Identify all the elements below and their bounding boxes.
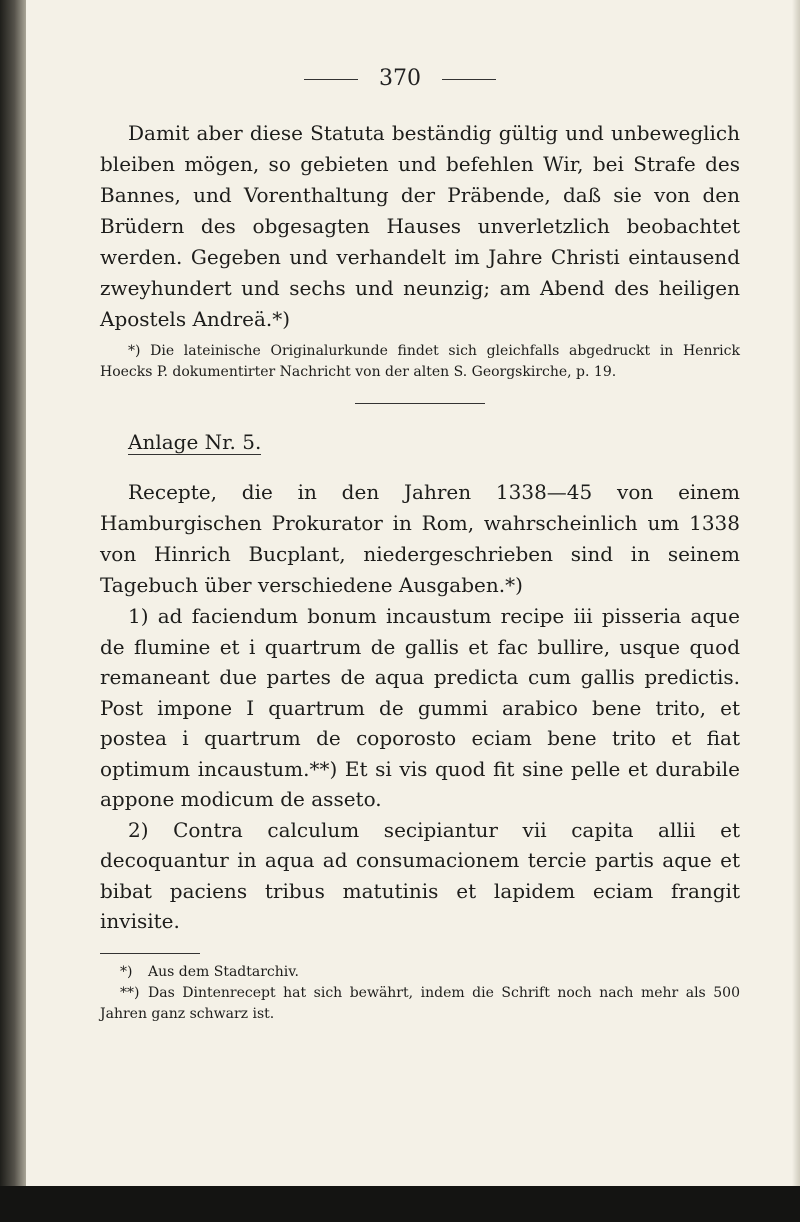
annex-heading xyxy=(100,430,740,455)
footnote-1-text: Die lateinische Originalurkunde findet sich gleichfalls abgedruckt in Henrick Hoecks P. dokumentirter Nachricht von der alten S. Georgskirche, p. 19. xyxy=(100,343,740,380)
page-edge xyxy=(792,0,800,1222)
book-binding-shadow xyxy=(0,0,26,1222)
section-divider xyxy=(355,403,485,404)
page-header xyxy=(0,66,800,91)
footnote-1-marker: *) xyxy=(128,343,151,359)
annex-title: Anlage Nr. 5. xyxy=(128,430,262,454)
annex-intro: Recepte, die in den Jahren 1338—45 von einem Hamburgischen Prokurator in Rom, wahrscheinlich um 1338 von Hinrich Bucplant, niedergeschrieben sind in seinem Tagebuch über verschiedene Ausgaben.*) xyxy=(100,480,740,597)
footnote-separator xyxy=(100,953,200,954)
footnote-2-marker: *) xyxy=(120,963,133,980)
header-dash-right xyxy=(442,79,496,80)
footnote-2 xyxy=(100,962,740,983)
header-dash-left xyxy=(304,79,358,80)
footnote-2-text: Aus dem Stadtarchiv. xyxy=(148,963,299,980)
footnote-1 xyxy=(100,341,740,383)
intro-paragraph: Damit aber diese Statuta beständig gültig und unbeweglich bleiben mögen, so gebieten und befehlen Wir, bei Strafe des Bannes, und Vorenthaltung der Präbende, daß sie von den Brüdern des obgesagten Hauses unverletzlich beobachtet werden. Gegeben und verhandelt im Jahre Christi eintausend zweyhundert und sechs und neunzig; am Abend des heiligen Apostels Andreä.*) xyxy=(100,121,740,331)
recipe-1: 1) ad faciendum bonum incaustum recipe iii pisseria aque de flumine et i quartrum de gallis et fac bullire, usque quod remaneant due partes de aqua predicta cum gallis predictis. Post impone I quartrum de gummi arabico bene trito, et postea i quartrum de coporosto eciam bene trito et fiat optimum incaustum.**) Et si vis quod fit sine pelle et durabile appone modicum de asseto. xyxy=(100,604,740,811)
scan-bottom-border xyxy=(0,1186,800,1222)
footnote-3-text: Das Dintenrecept hat sich bewährt, indem die Schrift noch nach mehr als 500 Jahren ganz schwarz ist. xyxy=(100,984,740,1022)
recipe-2: 2) Contra calculum secipiantur vii capita allii et decoquantur in aqua ad consumacionem tercie partis aque et bibat paciens tribus matutinis et lapidem eciam frangit invisite. xyxy=(100,817,740,933)
footnote-3 xyxy=(100,983,740,1025)
page-number: 370 xyxy=(379,66,421,91)
footnote-3-marker: **) xyxy=(120,984,140,1001)
page-content xyxy=(100,118,740,1025)
